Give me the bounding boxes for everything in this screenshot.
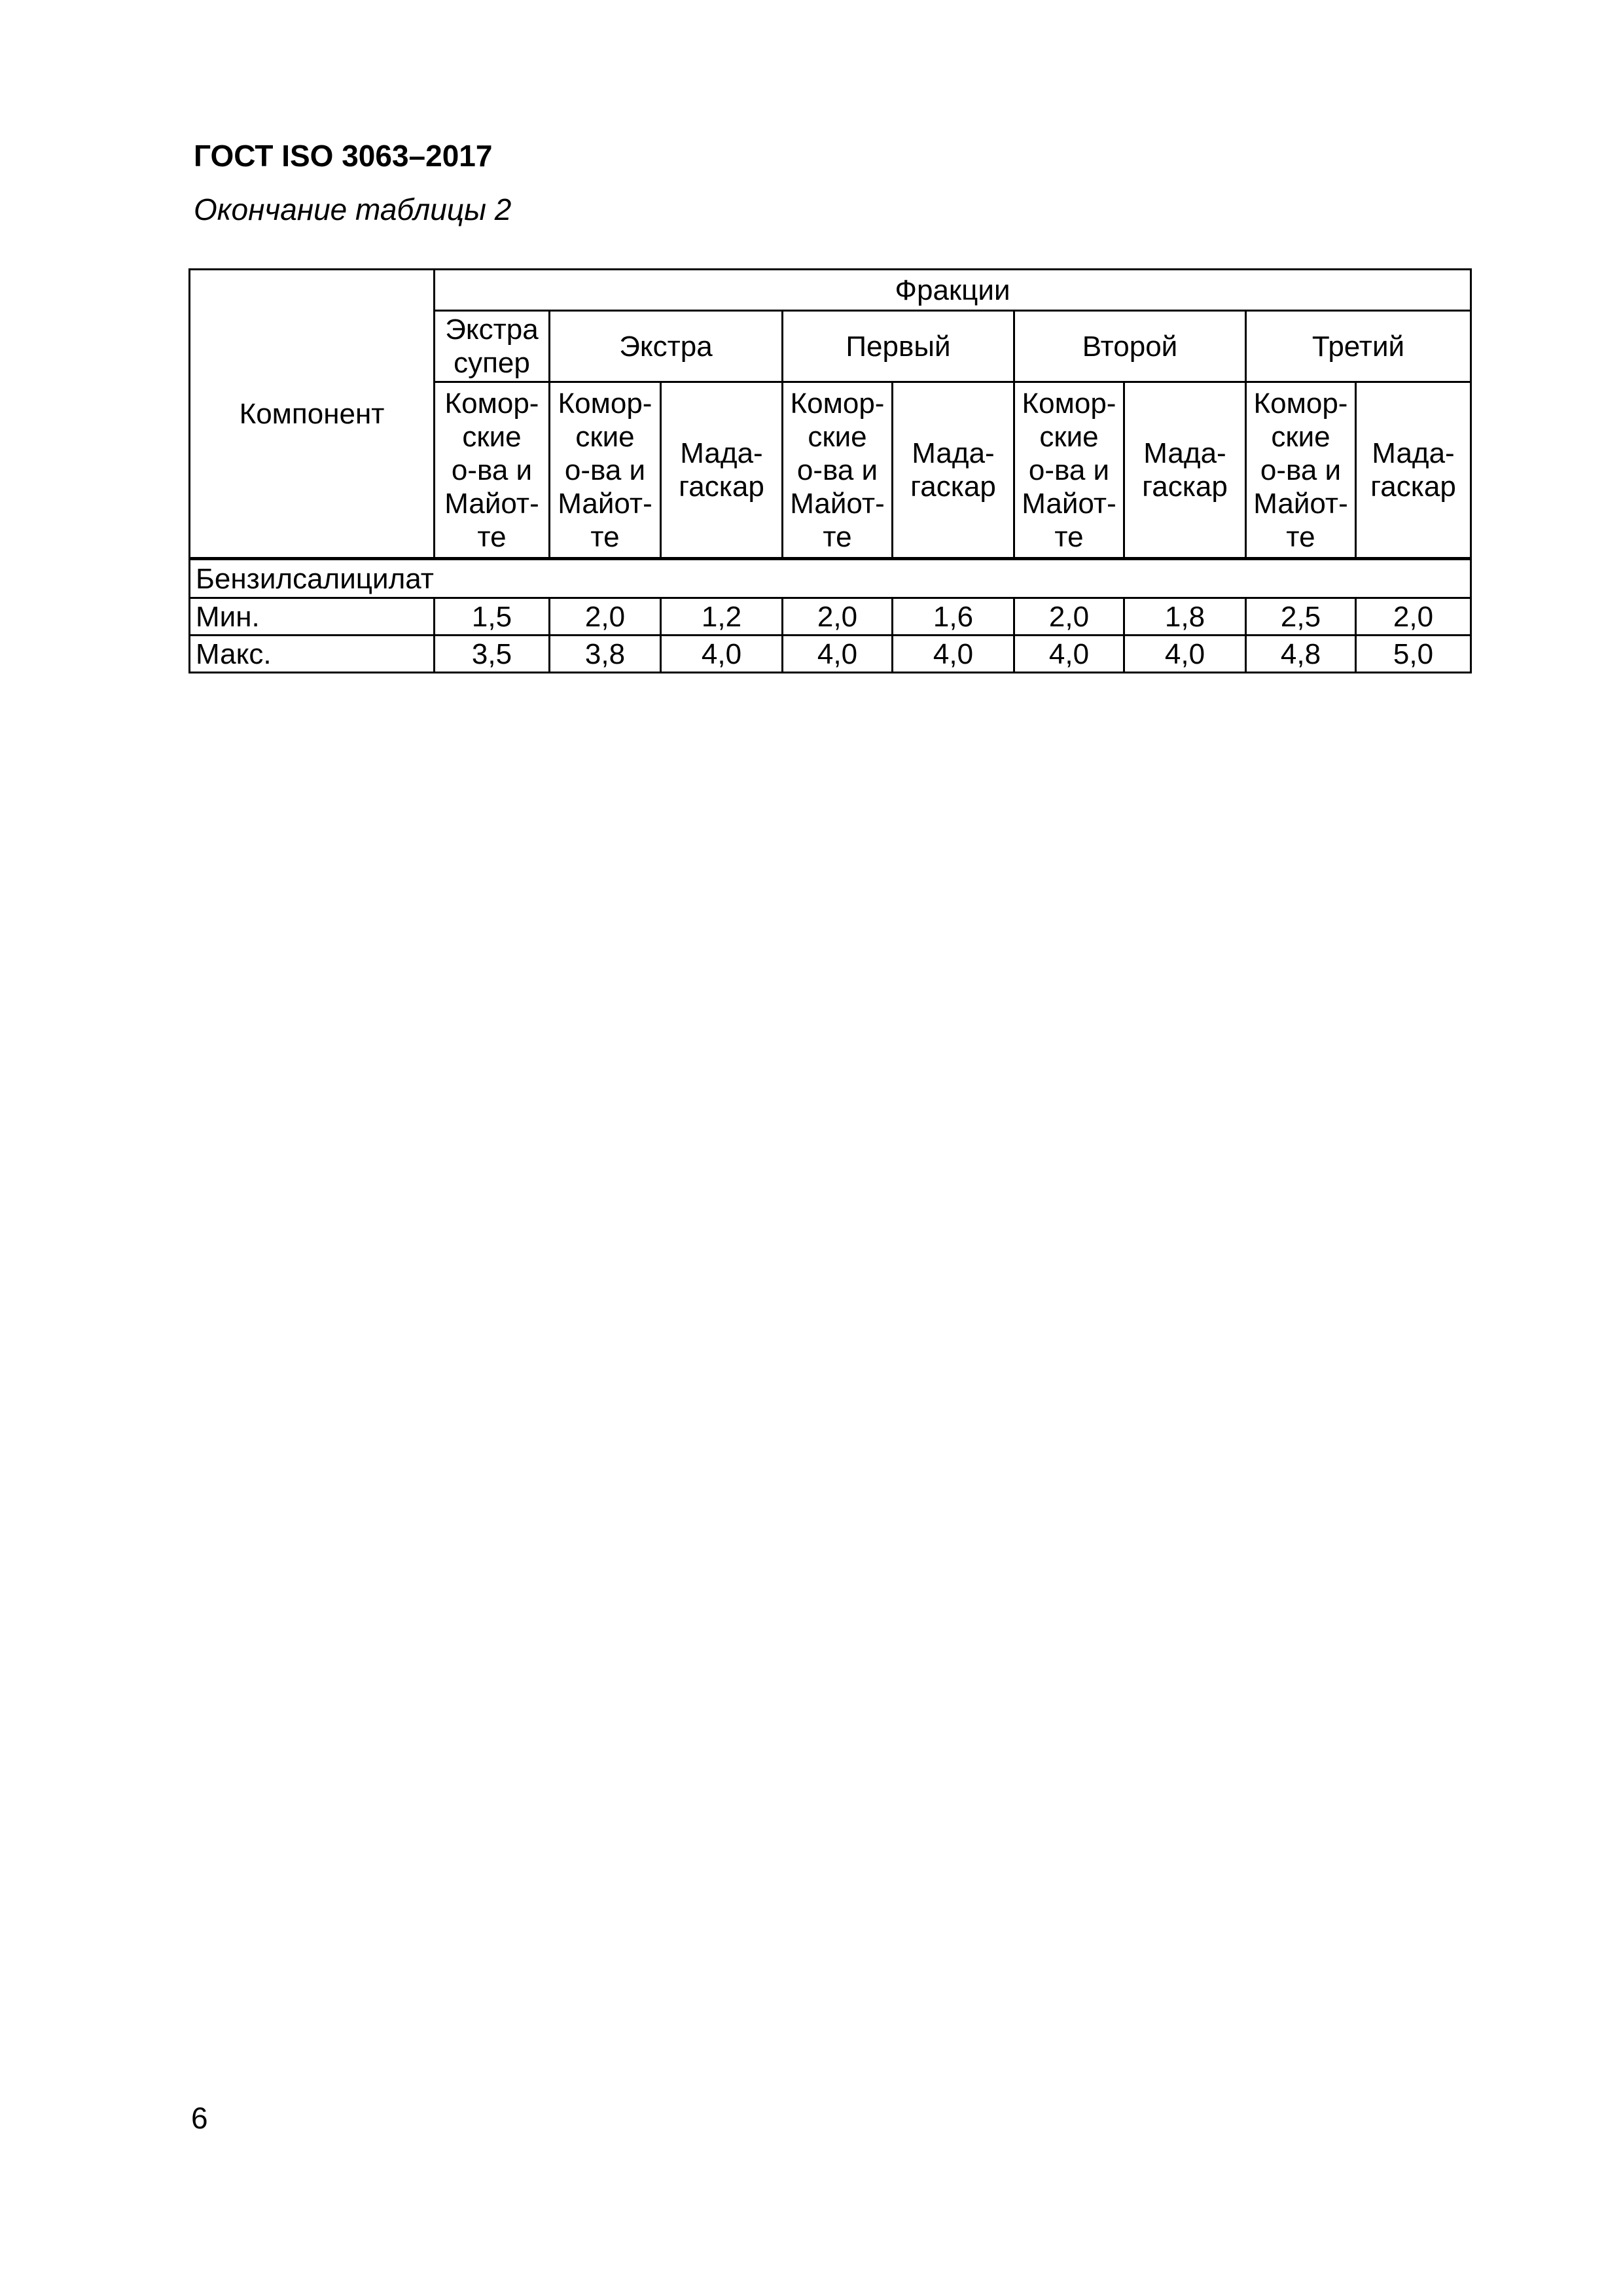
row-label: Макс. — [190, 636, 435, 673]
table-cell: 3,8 — [550, 636, 661, 673]
fractions-header: Фракции — [435, 270, 1471, 311]
fraction-extra-super: Экстра супер — [435, 311, 550, 382]
fraction-extra: Экстра — [550, 311, 783, 382]
origin-header: Комор- ские о-ва и Майот- те — [1014, 382, 1124, 559]
table-cell: 1,5 — [435, 598, 550, 636]
table-cell: 4,0 — [1124, 636, 1246, 673]
table-cell: 2,0 — [783, 598, 893, 636]
table-cell: 1,8 — [1124, 598, 1246, 636]
component-group-label: Бензилсалицилат — [190, 559, 1471, 598]
table-cell: 2,5 — [1246, 598, 1356, 636]
table-caption: Окончание таблицы 2 — [194, 192, 512, 226]
data-table — [188, 268, 1472, 673]
row-label: Мин. — [190, 598, 435, 636]
table-cell: 1,2 — [661, 598, 783, 636]
origin-header: Комор- ские о-ва и Майот- те — [783, 382, 893, 559]
fraction-first: Первый — [783, 311, 1014, 382]
origin-header: Мада- гаскар — [1356, 382, 1471, 559]
page-number: 6 — [191, 2101, 208, 2135]
origin-header: Мада- гаскар — [1124, 382, 1246, 559]
table-cell: 2,0 — [550, 598, 661, 636]
table-cell: 4,0 — [893, 636, 1014, 673]
origin-header: Мада- гаскар — [661, 382, 783, 559]
fraction-second: Второй — [1014, 311, 1246, 382]
document-code: ГОСТ ISO 3063–2017 — [194, 139, 493, 173]
origin-header: Мада- гаскар — [893, 382, 1014, 559]
table-row — [190, 598, 1471, 636]
table-row — [190, 559, 1471, 598]
table-cell: 3,5 — [435, 636, 550, 673]
table-cell: 2,0 — [1356, 598, 1471, 636]
table-cell: 4,0 — [661, 636, 783, 673]
table-cell: 4,0 — [783, 636, 893, 673]
table-cell: 4,0 — [1014, 636, 1124, 673]
origin-header: Комор- ские о-ва и Майот- те — [550, 382, 661, 559]
table-cell: 4,8 — [1246, 636, 1356, 673]
origin-header: Комор- ские о-ва и Майот- те — [435, 382, 550, 559]
component-header: Компонент — [190, 270, 435, 559]
table-cell: 1,6 — [893, 598, 1014, 636]
table-cell: 2,0 — [1014, 598, 1124, 636]
fraction-third: Третий — [1246, 311, 1471, 382]
table-cell: 5,0 — [1356, 636, 1471, 673]
table-row — [190, 636, 1471, 673]
origin-header: Комор- ские о-ва и Майот- те — [1246, 382, 1356, 559]
